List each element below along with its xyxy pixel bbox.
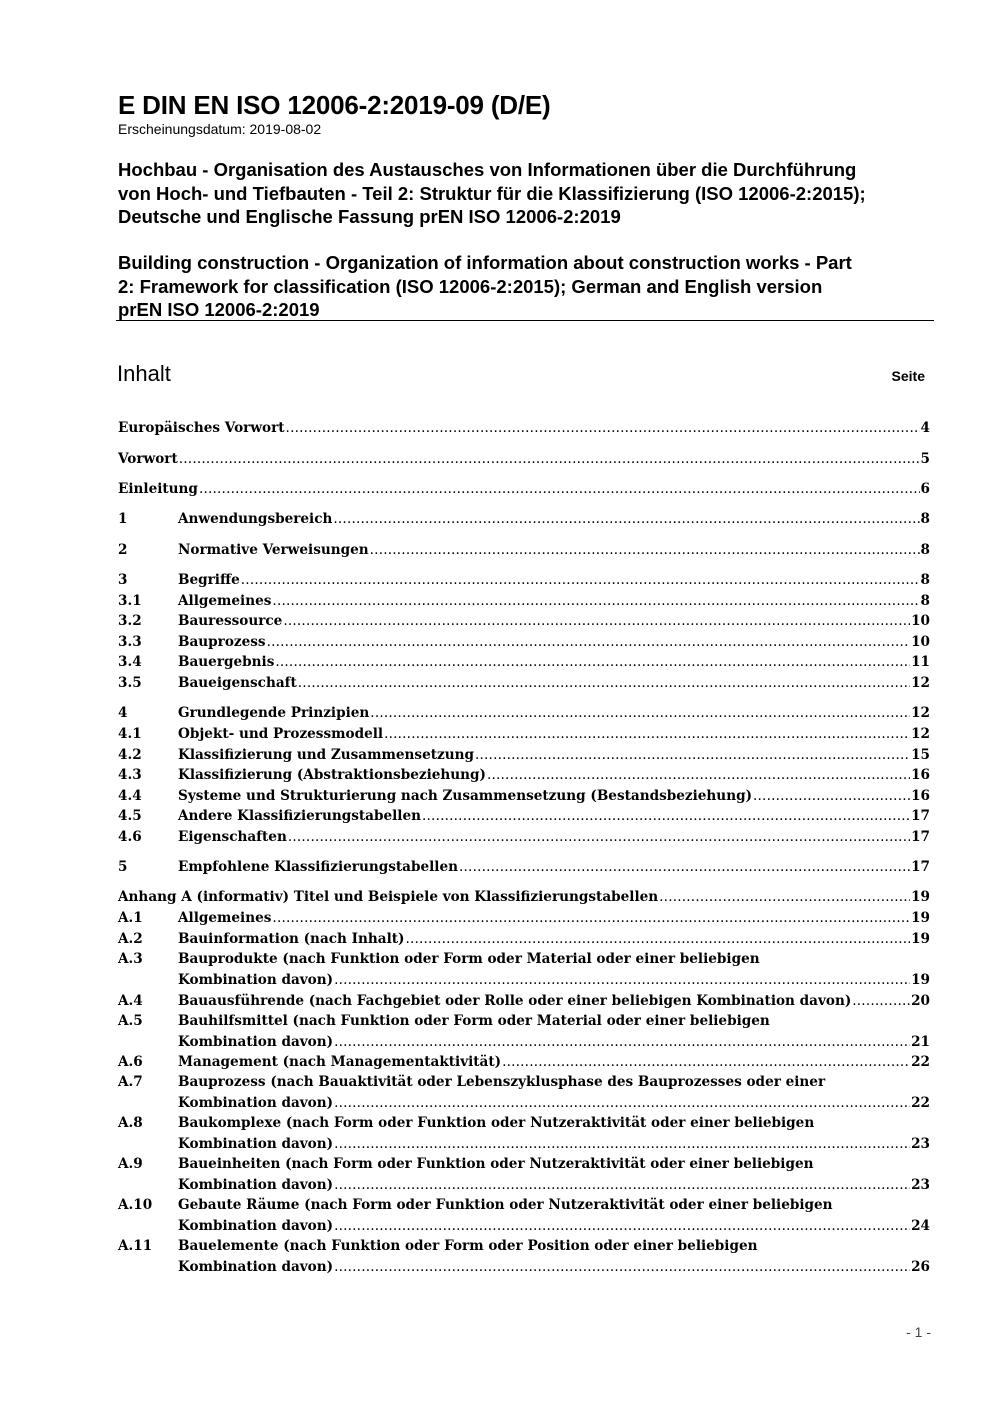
- toc-entry-title: Management (nach Managementaktivität): [178, 1054, 502, 1070]
- toc-leader-dots: [852, 991, 910, 1012]
- toc-entry-line: [118, 509, 930, 530]
- toc-entry-title-continued: Kombination davon): [178, 1033, 334, 1050]
- toc-entry-line: [118, 1195, 930, 1216]
- toc-entry-number: 4.4: [118, 788, 142, 804]
- toc-entry-line: [118, 857, 930, 878]
- toc-leader-dots: [286, 418, 920, 439]
- toc-leader-dots: [334, 970, 910, 991]
- toc-entry-line: [118, 991, 930, 1012]
- toc-entry-number: 3.5: [118, 675, 142, 691]
- toc-leader-dots: [199, 479, 920, 500]
- toc-leader-dots: [333, 509, 919, 530]
- toc-entry-page: 19: [911, 889, 930, 905]
- toc-entry[interactable]: [118, 857, 930, 878]
- toc-entry-number: A.1: [118, 910, 143, 926]
- toc-entry-title: Vorwort: [118, 451, 178, 467]
- toc-entry[interactable]: [118, 632, 930, 653]
- toc-entry-title-continued: Kombination davon): [178, 971, 334, 988]
- toc-leader-dots: [298, 673, 910, 694]
- title-divider: [116, 320, 934, 321]
- toc-entry-page: 19: [911, 971, 930, 988]
- toc-entry-page: 12: [911, 726, 930, 742]
- toc-entry-page: 4: [920, 420, 930, 436]
- toc-entry-page: 8: [920, 511, 930, 527]
- toc-entry-title: Baueinheiten (nach Form oder Funktion oder Nutzeraktivität oder einer beliebigen: [178, 1156, 814, 1172]
- toc-leader-dots: [475, 745, 910, 766]
- toc-entry-number: A.11: [118, 1238, 153, 1254]
- document-id: E DIN EN ISO 12006-2:2019-09 (D/E): [118, 90, 551, 120]
- toc-entry-line: [118, 611, 930, 632]
- toc-entry-title: Einleitung: [118, 481, 198, 497]
- title-german-line: Deutsche und Englische Fassung prEN ISO 12006-2:2019: [118, 206, 621, 227]
- toc-entry-number: 3.1: [118, 593, 142, 609]
- toc-entry-number: A.10: [118, 1197, 153, 1213]
- toc-entry-line: [118, 827, 930, 848]
- toc-leader-dots: [275, 652, 910, 673]
- toc-entry-title: Baukomplexe (nach Form oder Funktion oder Nutzeraktivität oder einer beliebigen: [178, 1115, 815, 1131]
- toc-entry-page: 16: [911, 788, 930, 804]
- toc-entry[interactable]: [118, 1195, 930, 1236]
- toc-leader-dots: [459, 857, 910, 878]
- toc-entry[interactable]: [118, 652, 930, 673]
- toc-entry-title: Objekt- und Prozessmodell: [178, 726, 384, 742]
- toc-entry[interactable]: [118, 908, 930, 929]
- toc-entry-title: Bauergebnis: [178, 654, 275, 670]
- toc-entry-number: 3: [118, 572, 128, 588]
- toc-entry-line: [118, 652, 930, 673]
- toc-leader-dots: [502, 1052, 910, 1073]
- toc-entry-number: A.5: [118, 1013, 143, 1029]
- toc-entry-page: 8: [920, 593, 930, 609]
- toc-leader-dots: [272, 591, 919, 612]
- toc-entry-page: 19: [911, 910, 930, 926]
- toc-entry-number: 2: [118, 542, 128, 558]
- toc-entry[interactable]: [118, 887, 930, 908]
- toc-entry-line: [118, 929, 930, 950]
- toc-entry-title: Allgemeines: [178, 593, 272, 609]
- toc-entry-title-continued: Kombination davon): [178, 1217, 334, 1234]
- title-english-line: prEN ISO 12006-2:2019: [118, 299, 320, 320]
- toc-entry-title: Andere Klassifizierungstabellen: [178, 808, 421, 824]
- page-number: - 1 -: [906, 1324, 931, 1340]
- toc-entry-number: 3.2: [118, 613, 142, 629]
- title-english: [118, 251, 948, 322]
- toc-entry-title: Bauprozess (nach Bauaktivität oder Lebenszyklusphase des Bauprozesses oder einer: [178, 1074, 826, 1090]
- title-german-line: Hochbau - Organisation des Austausches von Informationen über die Durchführung: [118, 159, 857, 180]
- toc-entry-title-continued: Kombination davon): [178, 1094, 334, 1111]
- toc-entry-line: [118, 786, 930, 807]
- toc-page-label: Seite: [891, 368, 925, 384]
- toc-entry-page: 12: [911, 705, 930, 721]
- toc-entry[interactable]: [118, 929, 930, 950]
- toc-entry-number: 3.4: [118, 654, 142, 670]
- toc-entry-line: [118, 1175, 930, 1196]
- toc-entry-line: [118, 632, 930, 653]
- toc-entry[interactable]: [118, 1236, 930, 1277]
- toc-entry-line: [118, 887, 930, 908]
- toc-entry-number: 4.2: [118, 747, 142, 763]
- toc-leader-dots: [241, 570, 920, 591]
- toc-entry-number: A.8: [118, 1115, 143, 1131]
- toc-leader-dots: [753, 786, 910, 807]
- toc-entry-line: [118, 765, 930, 786]
- toc-entry-page: 12: [911, 675, 930, 691]
- toc-leader-dots: [334, 1175, 910, 1196]
- toc-entry[interactable]: [118, 745, 930, 766]
- toc-entry[interactable]: [118, 509, 930, 530]
- toc-entry[interactable]: [118, 673, 930, 694]
- toc-entry-title: Bauausführende (nach Fachgebiet oder Rolle oder einer beliebigen Kombination davon): [178, 993, 852, 1009]
- toc-leader-dots: [370, 703, 910, 724]
- toc-entry-line: [118, 949, 930, 970]
- toc-entry-page: 26: [911, 1258, 930, 1275]
- toc-heading: Inhalt: [117, 361, 171, 386]
- toc-entry-line: [118, 418, 930, 439]
- toc-entry[interactable]: [118, 449, 930, 470]
- toc-entry[interactable]: [118, 786, 930, 807]
- toc-entry-line: [118, 745, 930, 766]
- toc-entry[interactable]: [118, 1154, 930, 1195]
- toc-entry[interactable]: [118, 540, 930, 561]
- toc-entry[interactable]: [118, 591, 930, 612]
- toc-entry-title: Bauressource: [178, 613, 283, 629]
- toc-entry-page: 19: [911, 931, 930, 947]
- toc-entry-number: A.9: [118, 1156, 143, 1172]
- toc-leader-dots: [384, 724, 910, 745]
- toc-entry-page: 16: [911, 767, 930, 783]
- toc-leader-dots: [334, 1134, 910, 1155]
- toc-leader-dots: [288, 827, 910, 848]
- toc-entry-line: [118, 1216, 930, 1237]
- toc-entry-line: [118, 1236, 930, 1257]
- toc-entry-page: 8: [920, 542, 930, 558]
- toc-entry-title-continued: Kombination davon): [178, 1176, 334, 1193]
- toc-entry-page: 17: [911, 859, 930, 875]
- toc-entry-page: 17: [911, 829, 930, 845]
- toc-entry-number: 1: [118, 511, 128, 527]
- toc-leader-dots: [405, 929, 910, 950]
- toc-entry[interactable]: [118, 949, 930, 990]
- toc-entry-page: 17: [911, 808, 930, 824]
- toc-entry-line: [118, 1113, 930, 1134]
- toc-entry-title: Europäisches Vorwort: [118, 420, 285, 436]
- toc-entry-page: 23: [911, 1176, 930, 1193]
- title-german: [118, 158, 948, 229]
- toc-entry-number: A.7: [118, 1074, 143, 1090]
- toc-entry-line: [118, 970, 930, 991]
- toc-entry[interactable]: [118, 724, 930, 745]
- toc-leader-dots: [659, 887, 910, 908]
- toc-entry-line: [118, 1134, 930, 1155]
- toc-entry[interactable]: [118, 806, 930, 827]
- toc-entry-title: Baueigenschaft: [178, 675, 297, 691]
- toc-entry-title: Bauhilfsmittel (nach Funktion oder Form oder Material oder einer beliebigen: [178, 1013, 770, 1029]
- toc-leader-dots: [422, 806, 910, 827]
- toc-entry-page: 20: [911, 993, 930, 1009]
- toc-entry-number: A.6: [118, 1054, 143, 1070]
- title-english-line: 2: Framework for classification (ISO 12006-2:2015); German and English version: [118, 275, 823, 297]
- toc-entry-number: A.3: [118, 951, 143, 967]
- toc-entry[interactable]: [118, 1113, 930, 1154]
- toc-leader-dots: [370, 540, 920, 561]
- toc-entry-title: Normative Verweisungen: [178, 542, 369, 558]
- toc-entry-line: [118, 1011, 930, 1032]
- toc-entry-title: Anwendungsbereich: [178, 511, 333, 527]
- toc-entry-line: [118, 724, 930, 745]
- toc-entry-line: [118, 1032, 930, 1053]
- toc-entry-number: 4: [118, 705, 128, 721]
- toc-entry[interactable]: [118, 703, 930, 724]
- toc-entry-line: [118, 540, 930, 561]
- toc-entry-number: 4.6: [118, 829, 142, 845]
- toc-entry-page: 10: [911, 634, 930, 650]
- toc-entry-number: 5: [118, 859, 128, 875]
- toc-entry-line: [118, 1072, 930, 1093]
- toc-entry-number: 4.3: [118, 767, 142, 783]
- toc-entry-title: Bauprozess: [178, 634, 266, 650]
- toc-entry[interactable]: [118, 570, 930, 591]
- toc-entry-line: [118, 1093, 930, 1114]
- toc-entry-number: 4.5: [118, 808, 142, 824]
- toc-entry[interactable]: [118, 765, 930, 786]
- toc-entry-title: Allgemeines: [178, 910, 272, 926]
- toc-entry-line: [118, 591, 930, 612]
- publication-date: Erscheinungsdatum: 2019-08-02: [118, 121, 322, 137]
- toc-entry-line: [118, 1257, 930, 1278]
- toc-entry-page: 22: [911, 1054, 930, 1070]
- toc-leader-dots: [179, 449, 920, 470]
- toc-entry-page: 24: [911, 1217, 930, 1234]
- toc-leader-dots: [334, 1093, 910, 1114]
- toc-entry-line: [118, 806, 930, 827]
- toc-entry-number: A.4: [118, 993, 143, 1009]
- toc-leader-dots: [283, 611, 910, 632]
- toc-entry[interactable]: [118, 827, 930, 848]
- toc-entry-page: 23: [911, 1135, 930, 1152]
- toc-entry-number: 3.3: [118, 634, 142, 650]
- toc-entry-title: Klassifizierung (Abstraktionsbeziehung): [178, 767, 486, 783]
- toc-entry-page: 15: [911, 747, 930, 763]
- toc-entry-page: 22: [911, 1094, 930, 1111]
- toc-entry-title: Anhang A (informativ) Titel und Beispiele von Klassifizierungstabellen: [118, 889, 659, 905]
- toc-entry-line: [118, 479, 930, 500]
- toc-entry-title: Grundlegende Prinzipien: [178, 705, 370, 721]
- toc-entry-page: 5: [920, 451, 930, 467]
- toc-entry-title-continued: Kombination davon): [178, 1258, 334, 1275]
- toc-entry-line: [118, 1052, 930, 1073]
- toc-entry-line: [118, 449, 930, 470]
- toc-entry-title: Gebaute Räume (nach Form oder Funktion oder Nutzeraktivität oder einer beliebigen: [178, 1197, 833, 1213]
- toc-entry-title: Begriffe: [178, 572, 240, 588]
- toc-entry-line: [118, 703, 930, 724]
- toc-leader-dots: [334, 1257, 910, 1278]
- toc-entry-number: 4.1: [118, 726, 142, 742]
- toc-entry[interactable]: [118, 418, 930, 439]
- toc-entry[interactable]: [118, 611, 930, 632]
- toc-entry[interactable]: [118, 1052, 930, 1073]
- toc-entry-page: 11: [911, 654, 930, 670]
- toc-entry-page: 6: [920, 481, 930, 497]
- toc-leader-dots: [487, 765, 910, 786]
- toc-entry-title: Bauinformation (nach Inhalt): [178, 931, 405, 947]
- toc-entry-title: Empfohlene Klassifizierungstabellen: [178, 859, 458, 875]
- toc-entry-number: A.2: [118, 931, 143, 947]
- toc-entry-line: [118, 908, 930, 929]
- toc-leader-dots: [334, 1032, 910, 1053]
- toc-leader-dots: [334, 1216, 910, 1237]
- toc-entry-title: Systeme und Strukturierung nach Zusammensetzung (Bestandsbeziehung): [178, 788, 753, 804]
- toc-entry-line: [118, 570, 930, 591]
- toc-entry-title-continued: Kombination davon): [178, 1135, 334, 1152]
- toc-entry-line: [118, 1154, 930, 1175]
- toc-leader-dots: [272, 908, 910, 929]
- toc-entry-line: [118, 673, 930, 694]
- title-german-line: von Hoch- und Tiefbauten - Teil 2: Struktur für die Klassifizierung (ISO 12006-2:2015);: [118, 182, 866, 204]
- toc-entry-page: 8: [920, 572, 930, 588]
- toc-entry-page: 21: [911, 1033, 930, 1050]
- toc-entry[interactable]: [118, 1072, 930, 1113]
- toc-leader-dots: [267, 632, 910, 653]
- toc-entry-title: Bauprodukte (nach Funktion oder Form oder Material oder einer beliebigen: [178, 951, 760, 967]
- toc-entry-page: 10: [911, 613, 930, 629]
- toc-entry-title: Klassifizierung und Zusammensetzung: [178, 747, 474, 763]
- toc-entry-title: Eigenschaften: [178, 829, 287, 845]
- toc-entry[interactable]: [118, 479, 930, 500]
- toc-entry[interactable]: [118, 1011, 930, 1052]
- title-english-line: Building construction - Organization of information about construction works - Part: [118, 252, 852, 273]
- toc-entry[interactable]: [118, 991, 930, 1012]
- toc-entry-title: Bauelemente (nach Funktion oder Form oder Position oder einer beliebigen: [178, 1238, 758, 1254]
